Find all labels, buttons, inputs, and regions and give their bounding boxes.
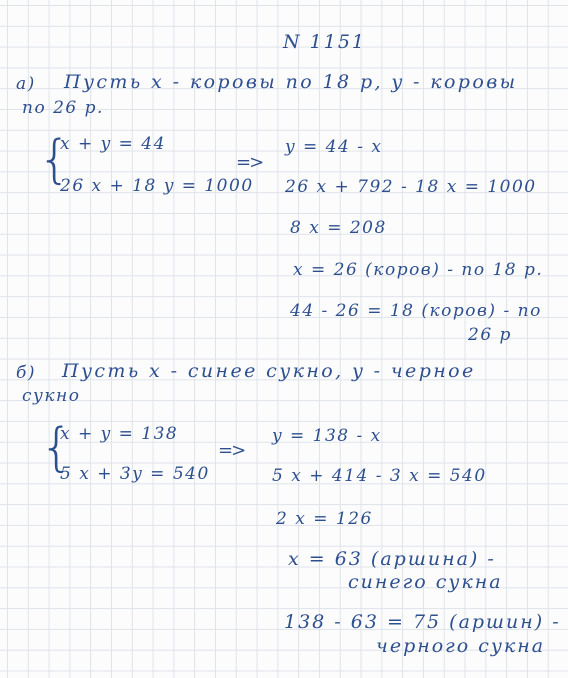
part-b-step1: y = 138 - x — [272, 426, 382, 446]
problem-number: N 1151 — [283, 31, 367, 53]
part-b-step2: 5 x + 414 - 3 x = 540 — [272, 466, 487, 486]
part-a-step4: x = 26 (коров) - по 18 р. — [293, 260, 544, 280]
part-b-label: б) — [16, 363, 37, 383]
part-b-system-eq2: 5 x + 3y = 540 — [60, 464, 210, 484]
part-b-step5-line1: 138 - 63 = 75 (аршин) - — [284, 611, 561, 633]
part-a-step1: y = 44 - x — [285, 137, 383, 157]
part-a-implies-arrow: => — [236, 152, 263, 173]
part-b-implies-arrow: => — [218, 440, 245, 461]
part-a-system-eq1: x + y = 44 — [60, 134, 166, 154]
part-a-step5-line1: 44 - 26 = 18 (коров) - по — [290, 301, 542, 321]
part-b-step4-line2: синего сукна — [348, 571, 503, 593]
part-a-step5-line2: 26 р — [468, 325, 512, 345]
part-a-intro-line2: по 26 р. — [22, 98, 104, 118]
part-b-system-brace: { — [40, 418, 74, 478]
part-a-intro-line1: Пусть x - коровы по 18 р, y - коровы — [64, 71, 518, 93]
part-b-step5-line2: черного сукна — [376, 635, 546, 657]
part-a-system-eq2: 26 x + 18 y = 1000 — [60, 176, 254, 196]
part-a-label: а) — [16, 74, 36, 94]
part-b-intro-line2: сукно — [22, 386, 81, 406]
part-a-step2: 26 x + 792 - 18 x = 1000 — [285, 177, 537, 197]
part-b-step3: 2 x = 126 — [276, 509, 373, 529]
part-b-system-eq1: x + y = 138 — [60, 424, 179, 444]
part-a-step3: 8 x = 208 — [290, 218, 387, 238]
part-b-intro-line1: Пусть x - синее сукно, y - черное — [62, 360, 476, 382]
part-b-step4-line1: x = 63 (аршина) - — [288, 548, 496, 570]
part-a-system-brace: { — [38, 130, 72, 190]
